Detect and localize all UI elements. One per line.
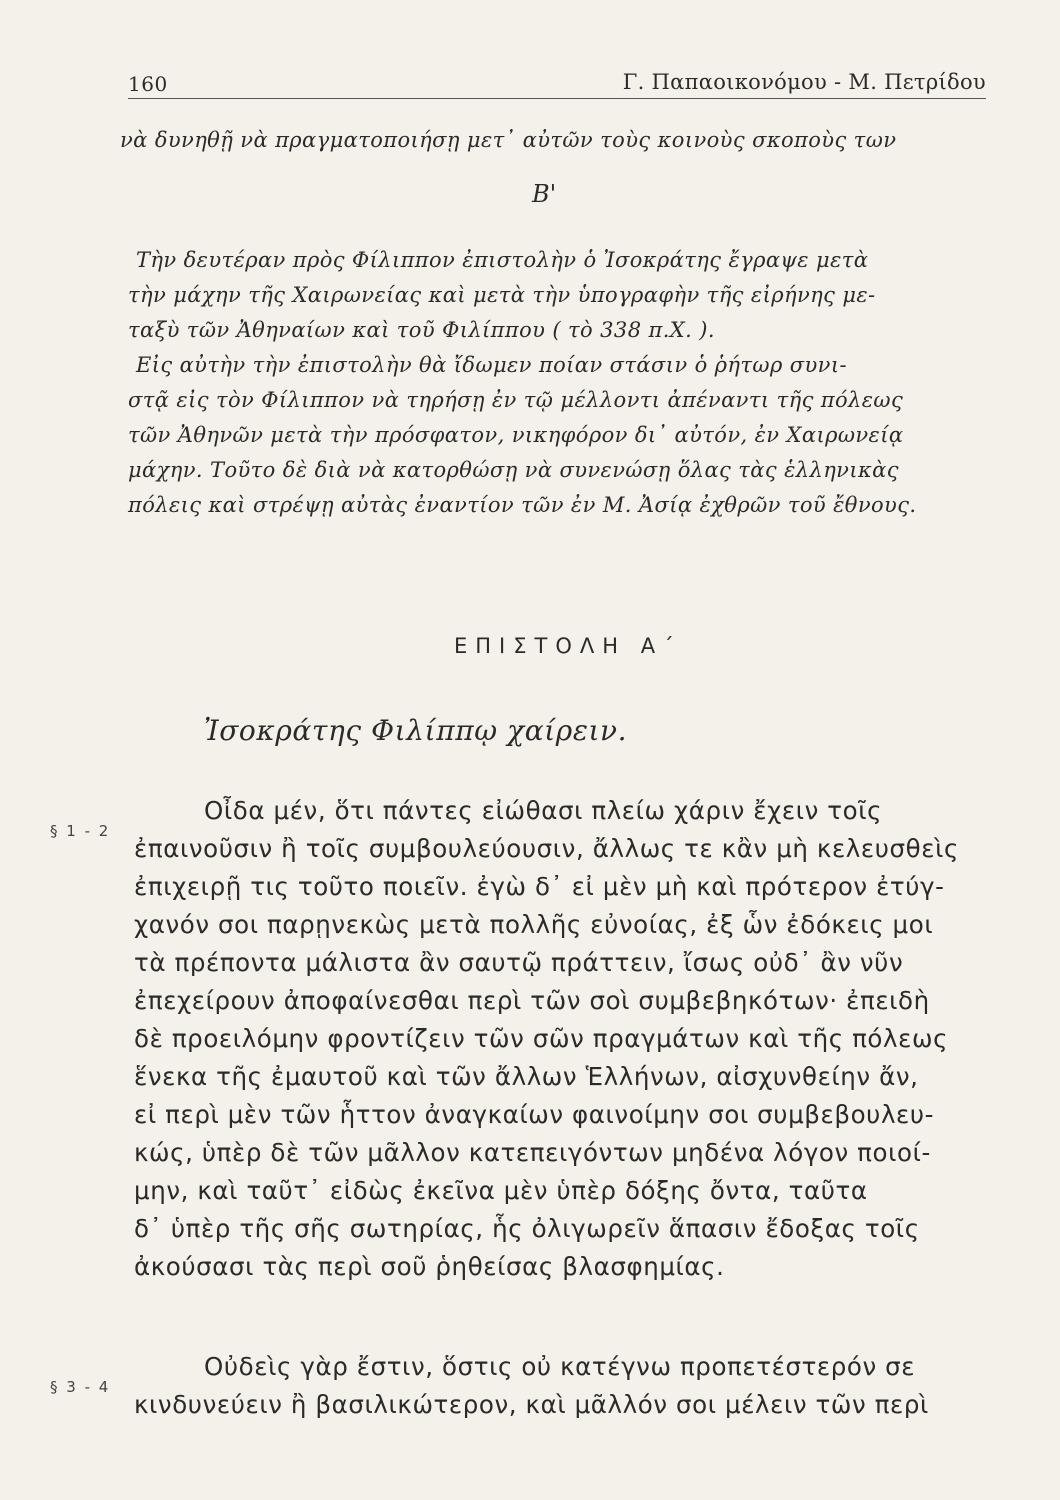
- intro-line: Τὴν δευτέραν πρὸς Φίλιππον ἐπιστολὴν ὁ Ἰσοκράτης ἔγραψε μετὰ: [136, 248, 869, 272]
- running-head: [128, 68, 986, 99]
- greek-line: ἕνεκα τῆς ἐμαυτοῦ καὶ τῶν ἄλλων Ἑλλήνων, αἰσχυνθείην ἄν,: [134, 1062, 919, 1091]
- greek-line: δὲ προειλόμην φροντίζειν τῶν σῶν πραγμάτων καὶ τῆς πόλεως: [134, 1024, 949, 1053]
- greek-line: ἐπιχειρῇ τις τοῦτο ποιεῖν. ἐγὼ δ᾿ εἰ μὲν μὴ καὶ πρότερον ἐτύγ-: [134, 872, 945, 901]
- greek-line: εἰ περὶ μὲν τῶν ἧττον ἀναγκαίων φαινοίμην σοι συμβεβουλευ-: [134, 1100, 935, 1129]
- greek-line: μην, καὶ ταῦτ᾿ εἰδὼς ἐκεῖνα μὲν ὑπὲρ δόξης ὄντα, ταῦτα: [134, 1176, 868, 1205]
- greek-line: ἀκούσασι τὰς περὶ σοῦ ῥηθείσας βλασφημίας.: [134, 1252, 725, 1281]
- greek-line: ἐπεχείρουν ἀποφαίνεσθαι περὶ τῶν σοὶ συμβεβηκότων· ἐπειδὴ: [134, 986, 930, 1015]
- intro-line: στᾷ εἰς τὸν Φίλιππον νὰ τηρήσῃ ἐν τῷ μέλλοντι ἀπέναντι τῆς πόλεως: [128, 388, 904, 412]
- running-head-authors: Γ. Παπαοικονόμου - Μ. Πετρίδου: [622, 70, 986, 94]
- letter-heading: ΕΠΙΣΤΟΛΗ Α΄: [454, 634, 682, 658]
- intro-line: πόλεις καὶ στρέψῃ αὐτὰς ἐναντίον τῶν ἐν Μ. Ἀσίᾳ ἐχθρῶν τοῦ ἔθνους.: [128, 493, 917, 517]
- greek-line: ἐπαινοῦσιν ἢ τοῖς συμβουλεύουσιν, ἄλλως τε κἂν μὴ κελευσθεὶς: [134, 834, 959, 863]
- margin-reference: § 3 - 4: [50, 1378, 111, 1396]
- section-mark: Β': [532, 180, 557, 208]
- greek-line: χανόν σοι παρῃνεκὼς μετὰ πολλῆς εὐνοίας, ἐξ ὧν ἐδόκεις μοι: [134, 910, 934, 939]
- salutation: Ἰσοκράτης Φιλίππῳ χαίρειν.: [204, 714, 628, 747]
- margin-reference: § 1 - 2: [50, 822, 111, 840]
- greek-line: δ᾿ ὑπὲρ τῆς σῆς σωτηρίας, ἧς ὀλιγωρεῖν ἅπασιν ἔδοξας τοῖς: [134, 1214, 920, 1243]
- greek-line: Οἶδα μέν, ὅτι πάντες εἰώθασι πλείω χάριν ἔχειν τοῖς: [204, 796, 883, 825]
- intro-line: ταξὺ τῶν Ἀθηναίων καὶ τοῦ Φιλίππου ( τὸ 338 π.Χ. ).: [128, 318, 715, 342]
- greek-line: τὰ πρέποντα μάλιστα ἂν σαυτῷ πράττειν, ἴσως οὐδ᾿ ἂν νῦν: [134, 948, 904, 977]
- greek-line: κινδυνεύειν ἢ βασιλικώτερον, καὶ μᾶλλόν σοι μέλειν τῶν περὶ: [134, 1390, 929, 1419]
- intro-line: Εἰς αὐτὴν τὴν ἐπιστολὴν θὰ ἴδωμεν ποίαν στάσιν ὁ ῥήτωρ συνι-: [136, 353, 847, 377]
- greek-line: Οὐδεὶς γὰρ ἔστιν, ὅστις οὐ κατέγνω προπετέστερόν σε: [204, 1352, 916, 1381]
- page-number: 160: [128, 72, 168, 96]
- intro-line: μάχην. Τοῦτο δὲ διὰ νὰ κατορθώσῃ νὰ συνενώσῃ ὅλας τὰς ἑλληνικὰς: [128, 458, 899, 482]
- intro-line: τῶν Ἀθηνῶν μετὰ τὴν πρόσφατον, νικηφόρον δι᾿ αὐτόν, ἐν Χαιρωνείᾳ: [128, 423, 904, 447]
- intro-line: τὴν μάχην τῆς Χαιρωνείας καὶ μετὰ τὴν ὑπογραφὴν τῆς εἰρήνης με-: [128, 283, 876, 307]
- greek-line: κώς, ὑπὲρ δὲ τῶν μᾶλλον κατεπειγόντων μηδένα λόγον ποιοί-: [134, 1138, 931, 1167]
- continuation-line: νὰ δυνηθῇ νὰ πραγματοποιήσῃ μετ᾿ αὐτῶν τοὺς κοινοὺς σκοποὺς των: [120, 128, 897, 152]
